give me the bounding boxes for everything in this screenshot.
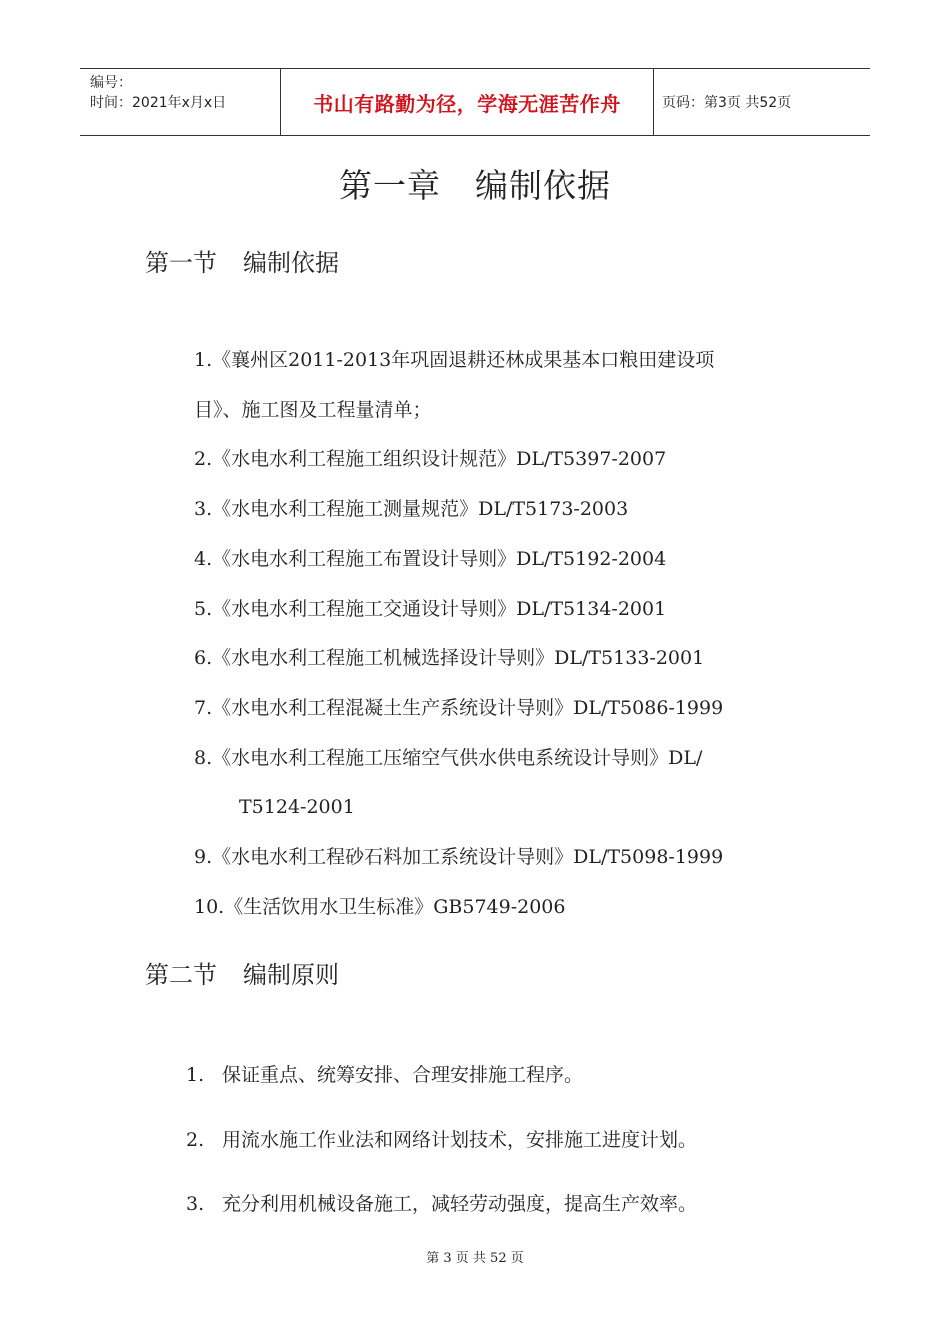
list-item: 3.《水电水利工程施工测量规范》DL/T5173-2003 <box>194 498 629 521</box>
list-item-text: 充分利用机械设备施工，减轻劳动强度，提高生产效率。 <box>222 1193 698 1215</box>
section-1-list <box>194 336 834 932</box>
list-item: 4.《水电水利工程施工布置设计导则》DL/T5192-2004 <box>194 547 667 570</box>
header-page-info-cell <box>654 69 870 135</box>
section-2-list <box>186 1043 866 1237</box>
header-meta <box>80 69 281 135</box>
header-motto-cell <box>281 69 654 135</box>
list-item: 6.《水电水利工程施工机械选择设计导则》DL/T5133-2001 <box>194 647 705 670</box>
list-item: 9.《水电水利工程砂石料加工系统设计导则》DL/T5098-1999 <box>194 846 724 869</box>
section-2-heading <box>145 955 339 990</box>
header-motto: 书山有路勤为径，学海无涯苦作舟 <box>313 91 621 116</box>
header-time-label: 时间：2021年x月x日 <box>90 95 227 111</box>
page-footer: 第 3 页 共 52 页 <box>426 1251 524 1266</box>
section-2-number: 第二节 <box>145 961 217 989</box>
section-1-title: 编制依据 <box>243 249 339 277</box>
list-item-number: 3. <box>186 1193 205 1215</box>
list-item <box>186 1172 866 1237</box>
list-item <box>186 1043 866 1108</box>
section-2-title: 编制原则 <box>243 961 339 989</box>
list-item-text: 保证重点、统筹安排、合理安排施工程序。 <box>222 1064 584 1086</box>
list-item-continuation: T5124-2001 <box>239 796 355 819</box>
section-1-heading <box>145 243 339 278</box>
list-item: 7.《水电水利工程混凝土生产系统设计导则》DL/T5086-1999 <box>194 696 724 719</box>
header-page-info: 页码：第3页 共52页 <box>662 95 792 111</box>
list-item-number: 1. <box>186 1064 205 1086</box>
list-item-number: 2. <box>186 1128 205 1151</box>
chapter-title: 第一章 编制依据 <box>339 166 611 205</box>
list-item <box>186 1108 866 1173</box>
list-item: 10.《生活饮用水卫生标准》GB5749-2006 <box>194 895 566 918</box>
list-item: 5.《水电水利工程施工交通设计导则》DL/T5134-2001 <box>194 597 667 620</box>
page-header <box>80 68 870 136</box>
list-item: 8.《水电水利工程施工压缩空气供水供电系统设计导则》DL/ <box>194 746 703 769</box>
list-item: 1.《襄州区2011-2013年巩固退耕还林成果基本口粮田建设项 <box>194 349 715 371</box>
list-item-text: 用流水施工作业法和网络计划技术，安排施工进度计划。 <box>222 1128 698 1151</box>
list-item: 2.《水电水利工程施工组织设计规范》DL/T5397-2007 <box>194 448 667 471</box>
list-item-continuation: 目》、施工图及工程量清单； <box>194 398 432 421</box>
header-code-label: 编号： <box>90 75 132 91</box>
section-1-number: 第一节 <box>145 249 217 277</box>
